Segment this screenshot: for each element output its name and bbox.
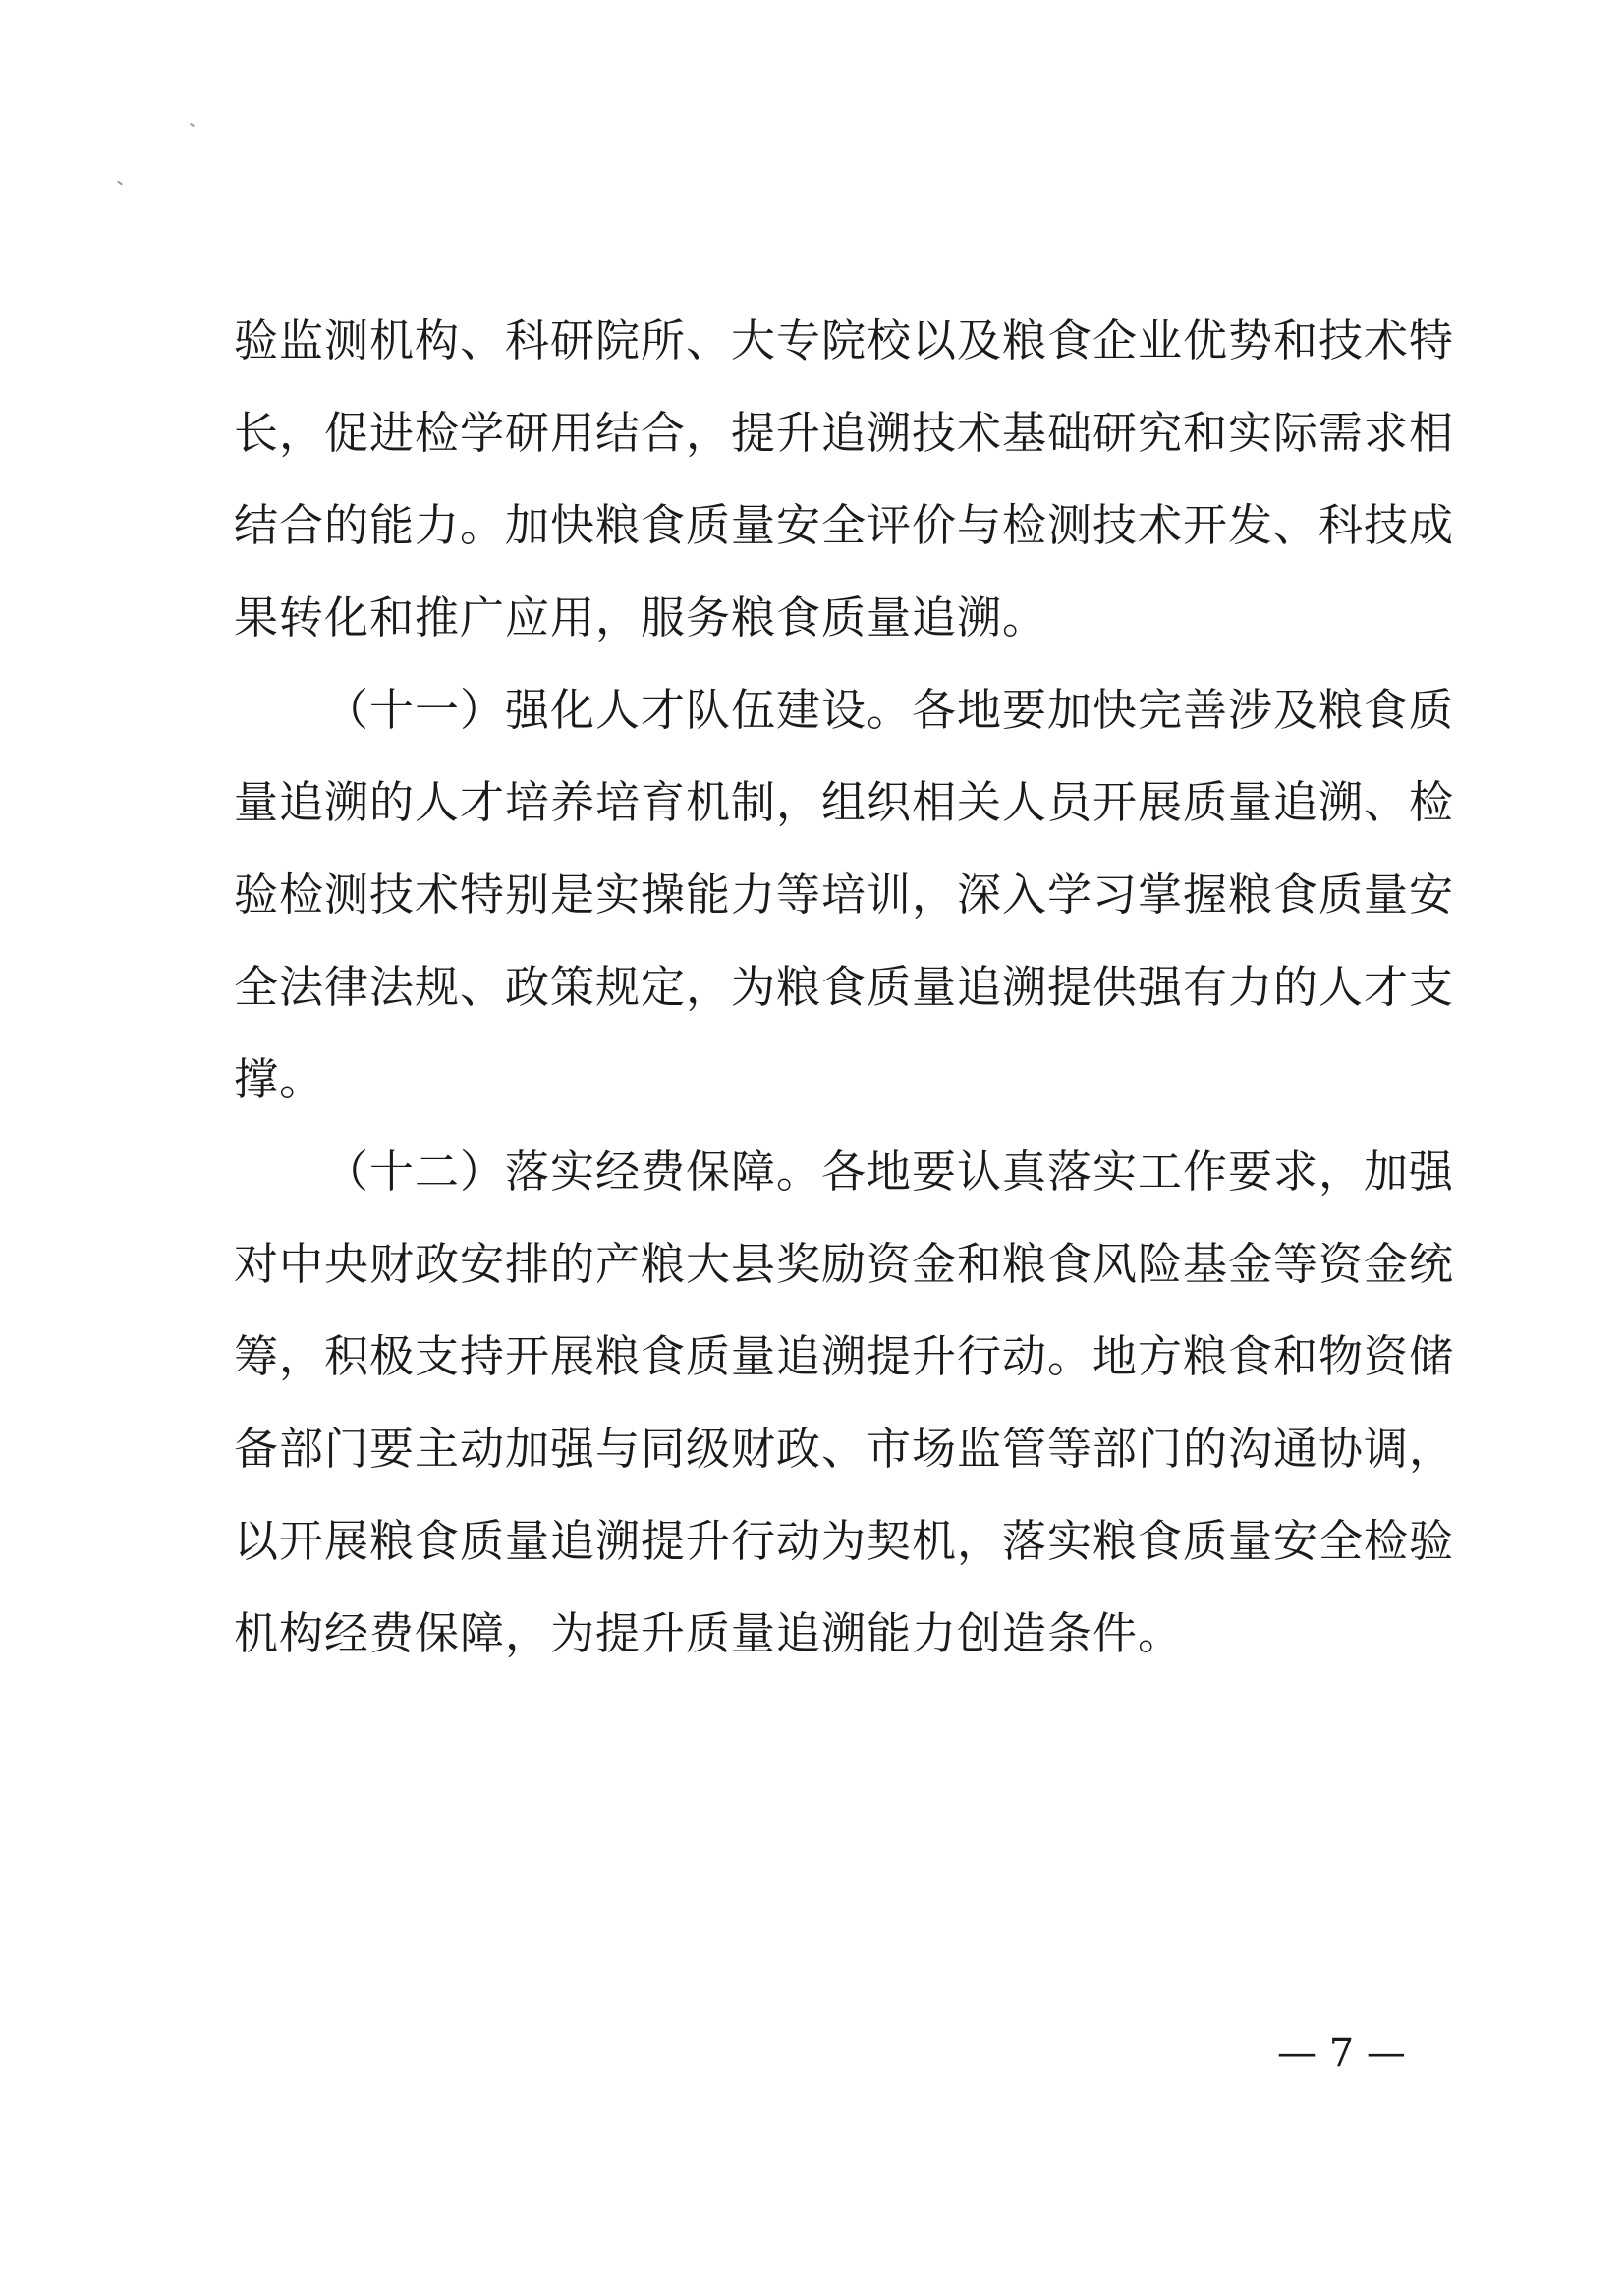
text-line: （十二）落实经费保障。各地要认真落实工作要求，加强 — [324, 1146, 1455, 1198]
text-line: 长，促进检学研用结合，提升追溯技术基础研究和实际需求相 — [234, 407, 1455, 459]
text-line: 备部门要主动加强与同级财政、市场监管等部门的沟通协调， — [234, 1423, 1455, 1475]
paragraph-section-11 — [234, 664, 1455, 1126]
document-body — [234, 295, 1455, 1680]
text-line: 量追溯的人才培养培育机制，组织相关人员开展质量追溯、检 — [234, 776, 1455, 828]
text-line: 对中央财政安排的产粮大县奖励资金和粮食风险基金等资金统 — [234, 1238, 1455, 1290]
page-number: — 7 — — [1277, 2031, 1406, 2076]
text-line: （十一）强化人才队伍建设。各地要加快完善涉及粮食质 — [324, 684, 1455, 736]
text-line: 筹，积极支持开展粮食质量追溯提升行动。地方粮食和物资储 — [234, 1330, 1455, 1382]
text-line: 以开展粮食质量追溯提升行动为契机，落实粮食质量安全检验 — [234, 1515, 1455, 1567]
text-line: 全法律法规、政策规定，为粮食质量追溯提供强有力的人才支 — [234, 961, 1455, 1013]
paragraph-section-12 — [234, 1126, 1455, 1680]
text-line: 机构经费保障，为提升质量追溯能力创造条件。 — [234, 1607, 1184, 1659]
scan-speck — [190, 123, 195, 128]
text-line: 验监测机构、科研院所、大专院校以及粮食企业优势和技术特 — [234, 314, 1455, 366]
text-line: 验检测技术特别是实操能力等培训，深入学习掌握粮食质量安 — [234, 868, 1455, 921]
paragraph-continuation — [234, 295, 1455, 664]
text-line: 结合的能力。加快粮食质量安全评价与检测技术开发、科技成 — [234, 499, 1455, 551]
text-line: 果转化和推广应用，服务粮食质量追溯。 — [234, 591, 1048, 644]
scan-speck — [117, 180, 123, 185]
text-line: 撑。 — [234, 1053, 325, 1105]
